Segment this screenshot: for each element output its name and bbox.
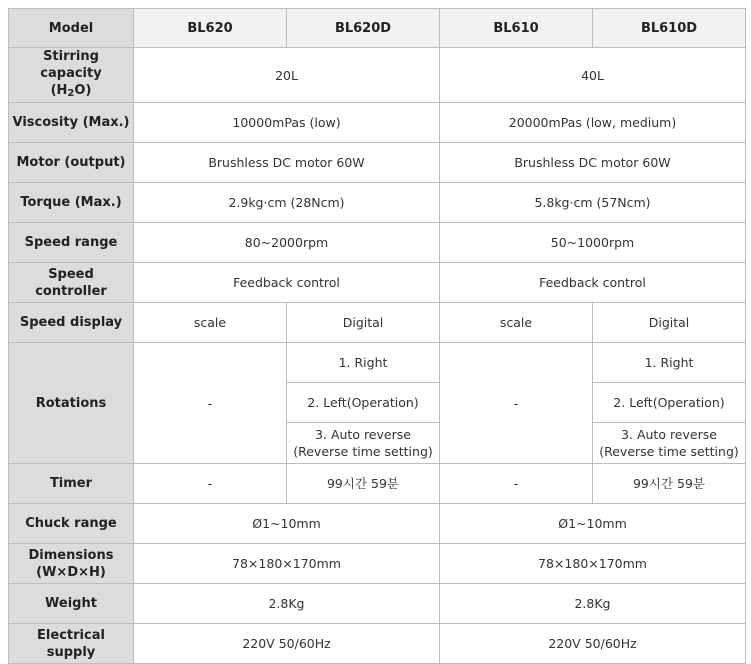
model-bl610d: BL610D	[593, 9, 746, 48]
stirring-bl610-group: 40L	[440, 48, 746, 103]
rotations-bl610d-right: 1. Right	[593, 343, 746, 383]
electrical-bl610-group: 220V 50/60Hz	[440, 624, 746, 664]
model-header: Model	[9, 9, 134, 48]
rotations-bl620d-auto	[287, 423, 440, 464]
header-row	[9, 9, 746, 48]
timer-bl610d: 99시간 59분	[593, 464, 746, 504]
row-timer	[9, 464, 746, 504]
timer-bl620d: 99시간 59분	[287, 464, 440, 504]
model-bl620: BL620	[134, 9, 287, 48]
auto-reverse-text: 3. Auto reverse	[621, 427, 717, 442]
chuck-bl610-group: Ø1~10mm	[440, 504, 746, 544]
speed-display-bl610: scale	[440, 303, 593, 343]
dimensions-label-line1: Dimensions	[28, 547, 114, 563]
speed-range-bl610-group: 50~1000rpm	[440, 223, 746, 263]
speed-range-bl620-group: 80~2000rpm	[134, 223, 440, 263]
speed-display-label: Speed display	[9, 303, 134, 343]
rotations-bl620d-left: 2. Left(Operation)	[287, 383, 440, 423]
viscosity-label: Viscosity (Max.)	[9, 103, 134, 143]
reverse-time-text: (Reverse time setting)	[599, 444, 739, 459]
spec-table-container	[8, 8, 745, 664]
rotations-bl620: -	[134, 343, 287, 464]
motor-bl610-group: Brushless DC motor 60W	[440, 143, 746, 183]
stirring-label-open: (H	[50, 83, 68, 98]
rotations-bl620d-right: 1. Right	[287, 343, 440, 383]
row-weight	[9, 584, 746, 624]
reverse-time-text: (Reverse time setting)	[293, 444, 433, 459]
dimensions-bl620-group: 78×180×170mm	[134, 544, 440, 584]
auto-reverse-text: 3. Auto reverse	[315, 427, 411, 442]
stirring-label-close: O)	[74, 83, 92, 98]
rotations-bl610d-left: 2. Left(Operation)	[593, 383, 746, 423]
row-chuck-range	[9, 504, 746, 544]
model-bl610: BL610	[440, 9, 593, 48]
motor-bl620-group: Brushless DC motor 60W	[134, 143, 440, 183]
rotations-bl610d-auto	[593, 423, 746, 464]
weight-bl620-group: 2.8Kg	[134, 584, 440, 624]
stirring-label-sub: 2	[67, 88, 75, 99]
row-electrical-supply	[9, 624, 746, 664]
speed-range-label: Speed range	[9, 223, 134, 263]
row-motor	[9, 143, 746, 183]
speed-display-bl610d: Digital	[593, 303, 746, 343]
torque-label: Torque (Max.)	[9, 183, 134, 223]
speed-display-bl620: scale	[134, 303, 287, 343]
rotations-bl610: -	[440, 343, 593, 464]
speed-controller-bl620-group: Feedback control	[134, 263, 440, 303]
motor-label: Motor (output)	[9, 143, 134, 183]
row-stirring-capacity	[9, 48, 746, 103]
row-speed-controller	[9, 263, 746, 303]
torque-bl610-group: 5.8kg·cm (57Ncm)	[440, 183, 746, 223]
rotations-label: Rotations	[9, 343, 134, 464]
electrical-supply-label: Electrical supply	[9, 624, 134, 664]
row-speed-range	[9, 223, 746, 263]
row-viscosity	[9, 103, 746, 143]
chuck-range-label: Chuck range	[9, 504, 134, 544]
model-bl620d: BL620D	[287, 9, 440, 48]
viscosity-bl620-group: 10000mPas (low)	[134, 103, 440, 143]
stirring-capacity-label	[9, 48, 134, 103]
timer-bl610: -	[440, 464, 593, 504]
dimensions-label-line2: (W×D×H)	[36, 564, 106, 580]
row-speed-display	[9, 303, 746, 343]
viscosity-bl610-group: 20000mPas (low, medium)	[440, 103, 746, 143]
speed-controller-label: Speed controller	[9, 263, 134, 303]
dimensions-bl610-group: 78×180×170mm	[440, 544, 746, 584]
stirring-label-line1: Stirring capacity	[40, 49, 102, 81]
row-torque	[9, 183, 746, 223]
stirring-bl620-group: 20L	[134, 48, 440, 103]
timer-label: Timer	[9, 464, 134, 504]
electrical-bl620-group: 220V 50/60Hz	[134, 624, 440, 664]
weight-label: Weight	[9, 584, 134, 624]
row-dimensions	[9, 544, 746, 584]
chuck-bl620-group: Ø1~10mm	[134, 504, 440, 544]
dimensions-label	[9, 544, 134, 584]
torque-bl620-group: 2.9kg·cm (28Ncm)	[134, 183, 440, 223]
speed-display-bl620d: Digital	[287, 303, 440, 343]
row-rotations-1	[9, 343, 746, 383]
speed-controller-bl610-group: Feedback control	[440, 263, 746, 303]
weight-bl610-group: 2.8Kg	[440, 584, 746, 624]
timer-bl620: -	[134, 464, 287, 504]
spec-table	[8, 8, 746, 664]
